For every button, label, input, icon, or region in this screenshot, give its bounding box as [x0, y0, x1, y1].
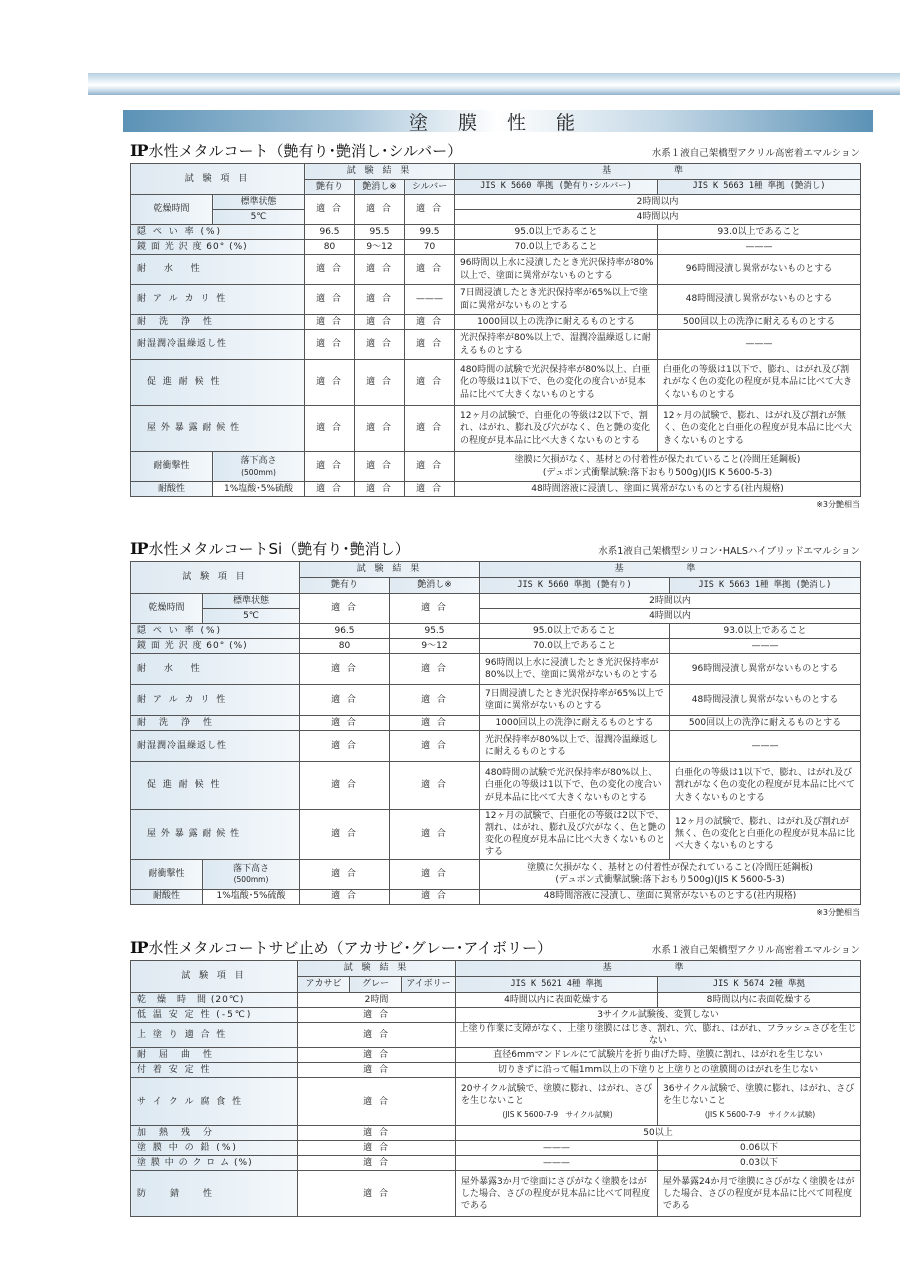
result-cell: 適 合 — [305, 452, 355, 482]
footnote: ※3分艶相当 — [816, 500, 860, 509]
header-silver: シルバー — [405, 180, 455, 195]
standard-cell: 4時間以内に表面乾燥する — [456, 993, 658, 1008]
result-cell: 適 合 — [405, 406, 455, 452]
row-label: 付 着 安 定 性 — [131, 1063, 298, 1078]
result-cell: 適 合 — [405, 315, 455, 330]
row-sublabel: 標準状態 — [213, 195, 305, 210]
standard-cell: 70.0以上であること — [480, 639, 670, 654]
result-cell: 適 合 — [390, 716, 480, 731]
row-label: 加 熱 残 分 — [131, 1126, 298, 1141]
standard-cell: 白亜化の等級は1以下で、膨れ、はがれ及び割れがなく色の変化の程度が見本品に比べて大きくないものとする — [658, 360, 861, 406]
section-subtitle: 水系１液自己架橋型アクリル高密着エマルション — [651, 148, 860, 159]
result-cell: 適 合 — [405, 482, 455, 497]
result-cell: 適 合 — [355, 285, 405, 315]
section-title: IP水性メタルコート（艶有り･艶消し･シルバー） — [130, 141, 463, 160]
result-cell: 適 合 — [300, 654, 390, 685]
ip-logo: IP — [130, 539, 148, 558]
header-gloss: 艶有り — [300, 578, 390, 594]
result-cell: 80 — [305, 240, 355, 255]
header-matte: 艶消し※ — [355, 180, 405, 195]
result-cell: 適 合 — [390, 810, 480, 860]
standard-line: (デュポン式衝撃試験:落下おもり500g)(JIS K 5600-5-3) — [542, 467, 773, 478]
header-standard: 基 準 — [456, 961, 861, 977]
standard-cell: ——— — [670, 639, 861, 654]
standard-cell: 500回以上の洗浄に耐えるものとする — [670, 716, 861, 731]
drop-height-label: 落下高さ — [232, 863, 269, 874]
header-standard: 基 準 — [480, 562, 861, 578]
result-cell: 96.5 — [305, 225, 355, 240]
row-label: 耐酸性 — [131, 482, 213, 497]
header-jis-5663: JIS K 5663 1種 準拠 (艶消し) — [670, 578, 861, 594]
standard-cell: 12ヶ月の試験で、白亜化の等級は2以下で、割れ、はがれ、膨れ及び穴がなく、色と艶の変化の程度が見本品に比べ大きくないものとする — [480, 810, 670, 860]
header-jis-5660: JIS K 5660 準拠 (艶有り) — [480, 578, 670, 594]
row-label: 耐湿潤冷温繰返し性 — [131, 731, 300, 762]
result-cell: 99.5 — [405, 225, 455, 240]
section-metal-coat — [130, 141, 860, 510]
result-cell: 95.5 — [390, 624, 480, 639]
row-label: 上 塗 り 適 合 性 — [131, 1023, 298, 1048]
standard-reference: (JIS K 5600-7-9 サイクル試験) — [502, 1110, 613, 1120]
result-cell: 適 合 — [300, 685, 390, 716]
row-label: 乾燥時間 — [131, 195, 213, 225]
result-cell: 適 合 — [390, 594, 480, 624]
row-sublabel — [203, 859, 300, 889]
standard-line: (デュポン式衝撃試験:落下おもり500g)(JIS K 5600-5-3) — [555, 875, 785, 886]
standard-cell: 4時間以内 — [455, 210, 861, 225]
result-cell: 適 合 — [300, 716, 390, 731]
result-cell: 適 合 — [355, 482, 405, 497]
result-cell: 適 合 — [405, 195, 455, 225]
section-subtitle: 水系１液自己架橋型アクリル高密着エマルション — [651, 945, 860, 956]
row-sublabel: 1%塩酸･5%硫酸 — [203, 889, 300, 904]
standard-cell — [480, 859, 861, 889]
standard-cell — [456, 1078, 658, 1126]
row-label: 耐衝撃性 — [131, 859, 203, 889]
standard-line: 36サイクル試験で、塗膜に膨れ、はがれ、さびを生じないこと — [663, 1084, 855, 1107]
standard-cell: 50以上 — [456, 1126, 861, 1141]
decorative-top-band — [88, 73, 900, 95]
row-label: 屋 外 暴 露 耐 候 性 — [131, 406, 305, 452]
result-cell: 適 合 — [305, 482, 355, 497]
standard-cell: 光沢保持率が80%以上で、湿潤冷温繰返しに耐えるものとする — [455, 330, 658, 360]
result-cell: 9〜12 — [390, 639, 480, 654]
row-label: 隠 ぺ い 率 (%) — [131, 624, 300, 639]
standard-cell: 12ヶ月の試験で、膨れ、はがれ及び割れが無く、色の変化と白亜化の程度が見本品に比べ大きくないものとする — [670, 810, 861, 860]
row-label: 耐 水 性 — [131, 255, 305, 285]
performance-table — [130, 960, 861, 1217]
result-cell: 適 合 — [390, 731, 480, 762]
header-result: 試 験 結 果 — [298, 961, 456, 977]
section-subtitle: 水系1液自己架橋型シリコン･HALSハイブリッドエマルション — [598, 546, 860, 557]
section-title: IP水性メタルコートSi（艶有り･艶消し） — [130, 539, 410, 558]
standard-cell: 96時間以上水に浸漬したとき光沢保持率が80%以上で、塗面に異常がないものとする — [480, 654, 670, 685]
drop-height-value: (500mm) — [241, 467, 276, 477]
row-label: 耐 屈 曲 性 — [131, 1048, 298, 1063]
row-label: 促 進 耐 候 性 — [131, 360, 305, 406]
result-cell: 適 合 — [390, 685, 480, 716]
result-cell: ——— — [405, 285, 455, 315]
header-red-rust: アカサビ — [298, 977, 350, 993]
row-label: 鏡 面 光 沢 度 60° (%) — [131, 240, 305, 255]
row-label: 防 錆 性 — [131, 1171, 298, 1217]
result-cell: 適 合 — [305, 360, 355, 406]
standard-cell: 93.0以上であること — [658, 225, 861, 240]
footnote: ※3分艶相当 — [816, 907, 860, 917]
section-metal-coat-rust-primer — [130, 938, 860, 1217]
standard-cell: 1000回以上の洗浄に耐えるものとする — [480, 716, 670, 731]
row-label: 乾 燥 時 間 (20℃) — [131, 993, 298, 1008]
standard-line: 塗膜に欠損がなく、基材との付着性が保たれていること(冷間圧延鋼板) — [527, 862, 813, 873]
standard-cell: 上塗り作業に支障がなく、上塗り塗膜にはじき、割れ、穴、膨れ、はがれ、フラッシュさびを生じない — [456, 1023, 861, 1048]
standard-cell: 4時間以内 — [480, 609, 861, 624]
result-cell: 適 合 — [298, 1023, 456, 1048]
performance-table — [130, 163, 861, 497]
result-cell: 2時間 — [298, 993, 456, 1008]
result-cell: 適 合 — [390, 762, 480, 810]
result-cell: 適 合 — [405, 330, 455, 360]
result-cell: 適 合 — [300, 731, 390, 762]
standard-cell: 光沢保持率が80%以上で、湿潤冷温繰返しに耐えるものとする — [480, 731, 670, 762]
standard-cell: ——— — [456, 1141, 658, 1156]
result-cell: 適 合 — [355, 360, 405, 406]
result-cell: 70 — [405, 240, 455, 255]
result-cell: 適 合 — [355, 406, 405, 452]
row-label: 乾燥時間 — [131, 594, 203, 624]
result-cell: 適 合 — [405, 452, 455, 482]
result-cell: 9〜12 — [355, 240, 405, 255]
result-cell: 適 合 — [390, 654, 480, 685]
standard-cell: 96時間浸漬し異常がないものとする — [670, 654, 861, 685]
row-label: 塗 膜 中 の ク ロ ム (%) — [131, 1156, 298, 1171]
standard-reference: (JIS K 5600-7-9 サイクル試験) — [704, 1110, 816, 1120]
ip-logo: IP — [130, 938, 148, 957]
result-cell: 適 合 — [298, 1171, 456, 1217]
row-sublabel: 1%塩酸･5%硫酸 — [213, 482, 305, 497]
result-cell: 適 合 — [355, 255, 405, 285]
standard-cell — [455, 452, 861, 482]
result-cell: 適 合 — [305, 285, 355, 315]
result-cell: 適 合 — [298, 1126, 456, 1141]
header-jis-5663: JIS K 5663 1種 準拠 (艶消し) — [658, 180, 861, 195]
result-cell: 適 合 — [298, 1008, 456, 1023]
result-cell: 適 合 — [300, 859, 390, 889]
standard-cell: 0.06以下 — [658, 1141, 861, 1156]
standard-cell: 7日間浸漬したとき光沢保持率が65%以上で塗面に異常がないものとする — [480, 685, 670, 716]
drop-height-value: (500mm) — [233, 875, 269, 885]
result-cell: 適 合 — [305, 315, 355, 330]
header-ivory: アイボリー — [402, 977, 456, 993]
header-matte: 艶消し※ — [390, 578, 480, 594]
row-label: 低 温 安 定 性 (-5℃) — [131, 1008, 298, 1023]
result-cell: 適 合 — [298, 1156, 456, 1171]
standard-cell: 93.0以上であること — [670, 624, 861, 639]
standard-cell: 480時間の試験で光沢保持率が80%以上、白亜化の等級は1以下で、色の変化の度合いが見本品に比べて大きくないものとする — [480, 762, 670, 810]
result-cell: 適 合 — [390, 859, 480, 889]
standard-cell: 3サイクル試験後、変質しない — [456, 1008, 861, 1023]
standard-cell: 0.03以下 — [658, 1156, 861, 1171]
result-cell: 適 合 — [298, 1078, 456, 1126]
standard-cell: 48時間浸漬し異常がないものとする — [658, 285, 861, 315]
row-label: 促 進 耐 候 性 — [131, 762, 300, 810]
standard-cell: 48時間溶液に浸漬し、塗面に異常がないものとする(社内規格) — [480, 889, 861, 904]
row-label: 耐 ア ル カ リ 性 — [131, 285, 305, 315]
header-test-item: 試 験 項 目 — [131, 164, 305, 195]
result-cell: 適 合 — [298, 1063, 456, 1078]
result-cell: 適 合 — [355, 315, 405, 330]
standard-cell: ——— — [658, 240, 861, 255]
row-label: 耐 洗 浄 性 — [131, 315, 305, 330]
standard-cell: ——— — [456, 1156, 658, 1171]
standard-cell: 95.0以上であること — [455, 225, 658, 240]
section-title: IP水性メタルコートサビ止め（アカサビ･グレー･アイボリー） — [130, 938, 553, 957]
result-cell: 適 合 — [390, 889, 480, 904]
standard-cell: 1000回以上の洗浄に耐えるものとする — [455, 315, 658, 330]
row-label: 鏡 面 光 沢 度 60° (%) — [131, 639, 300, 654]
result-cell: 適 合 — [355, 195, 405, 225]
result-cell: 適 合 — [405, 360, 455, 406]
row-sublabel: 5℃ — [203, 609, 300, 624]
result-cell: 96.5 — [300, 624, 390, 639]
standard-cell: 2時間以内 — [455, 195, 861, 210]
standard-cell: 屋外暴露3か月で塗面にさびがなく塗膜をはがした場合、さびの程度が見本品に比べて同程度である — [456, 1171, 658, 1217]
standard-cell: 切りきずに沿って幅1mm以上の下塗りと上塗りとの塗膜間のはがれを生じない — [456, 1063, 861, 1078]
standard-cell: 70.0以上であること — [455, 240, 658, 255]
header-result: 試 験 結 果 — [305, 164, 455, 180]
standard-line: 塗膜に欠損がなく、基材との付着性が保たれていること(冷間圧延鋼板) — [514, 455, 801, 466]
standard-cell — [658, 1078, 861, 1126]
row-label: 耐 水 性 — [131, 654, 300, 685]
standard-cell: 12ヶ月の試験で、膨れ、はがれ及び割れが無く、色の変化と白亜化の程度が見本品に比べ大きくないものとする — [658, 406, 861, 452]
result-cell: 適 合 — [300, 594, 390, 624]
ip-logo: IP — [130, 141, 148, 160]
result-cell: 適 合 — [300, 889, 390, 904]
performance-table — [130, 561, 861, 905]
drop-height-label: 落下高さ — [240, 456, 277, 467]
header-jis-5660: JIS K 5660 準拠 (艶有り･シルバー) — [455, 180, 658, 195]
standard-cell: 屋外暴露24か月で塗膜にさびがなく塗膜をはがした場合、さびの程度が見本品に比べて同程度である — [658, 1171, 861, 1217]
standard-cell: 48時間溶液に浸漬し、塗面に異常がないものとする(社内規格) — [455, 482, 861, 497]
result-cell: 適 合 — [305, 255, 355, 285]
standard-cell: 96時間以上水に浸漬したとき光沢保持率が80%以上で、塗面に異常がないものとする — [455, 255, 658, 285]
header-gloss: 艶有り — [305, 180, 355, 195]
page-title: 塗 膜 性 能 — [408, 111, 588, 134]
standard-cell: 白亜化の等級は1以下で、膨れ、はがれ及び割れがなく色の変化の程度が見本品に比べて大きくないものとする — [670, 762, 861, 810]
row-label: 耐衝撃性 — [131, 452, 213, 482]
result-cell: 適 合 — [300, 810, 390, 860]
result-cell: 適 合 — [305, 406, 355, 452]
row-label: 耐 洗 浄 性 — [131, 716, 300, 731]
result-cell: 適 合 — [355, 452, 405, 482]
row-label: 耐湿潤冷温繰返し性 — [131, 330, 305, 360]
row-label: 耐酸性 — [131, 889, 203, 904]
result-cell: 適 合 — [305, 195, 355, 225]
header-gray: グレー — [350, 977, 402, 993]
result-cell: 適 合 — [298, 1141, 456, 1156]
row-label: 耐 ア ル カ リ 性 — [131, 685, 300, 716]
row-sublabel: 標準状態 — [203, 594, 300, 609]
header-jis-5674: JIS K 5674 2種 準拠 — [658, 977, 861, 993]
result-cell: 適 合 — [305, 330, 355, 360]
header-test-item: 試 験 項 目 — [131, 961, 298, 993]
standard-cell: 2時間以内 — [480, 594, 861, 609]
standard-cell: 95.0以上であること — [480, 624, 670, 639]
page-title-bar — [123, 110, 873, 132]
header-test-item: 試 験 項 目 — [131, 562, 300, 594]
standard-cell: 96時間浸漬し異常がないものとする — [658, 255, 861, 285]
standard-cell: 500回以上の洗浄に耐えるものとする — [658, 315, 861, 330]
standard-line: 20サイクル試験で、塗膜に膨れ、はがれ、さびを生じないこと — [461, 1084, 653, 1107]
standard-cell: 12ヶ月の試験で、白亜化の等級は2以下で、割れ、はがれ、膨れ及び穴がなく、色と艶の変化の程度が見本品に比べ大きくないものとする — [455, 406, 658, 452]
result-cell: 適 合 — [298, 1048, 456, 1063]
standard-cell: 8時間以内に表面乾燥する — [658, 993, 861, 1008]
row-label: サ イ ク ル 腐 食 性 — [131, 1078, 298, 1126]
result-cell: 95.5 — [355, 225, 405, 240]
row-sublabel — [213, 452, 305, 482]
header-result: 試 験 結 果 — [300, 562, 480, 578]
result-cell: 適 合 — [355, 330, 405, 360]
row-label: 屋 外 暴 露 耐 候 性 — [131, 810, 300, 860]
result-cell: 80 — [300, 639, 390, 654]
standard-cell: 480時間の試験で光沢保持率が80%以上、白亜化の等級は1以下で、色の変化の度合いが見本品に比べて大きくないものとする — [455, 360, 658, 406]
header-standard: 基 準 — [455, 164, 861, 180]
row-label: 塗 膜 中 の 鉛 (%) — [131, 1141, 298, 1156]
standard-cell: 48時間浸漬し異常がないものとする — [670, 685, 861, 716]
result-cell: 適 合 — [300, 762, 390, 810]
row-sublabel: 5℃ — [213, 210, 305, 225]
standard-cell: ——— — [658, 330, 861, 360]
row-label: 隠 ぺ い 率 (%) — [131, 225, 305, 240]
header-jis-5621: JIS K 5621 4種 準拠 — [456, 977, 658, 993]
section-metal-coat-si — [130, 539, 860, 918]
standard-cell: ——— — [670, 731, 861, 762]
standard-cell: 直径6mmマンドレルにて試験片を折り曲げた時、塗膜に割れ、はがれを生じない — [456, 1048, 861, 1063]
result-cell: 適 合 — [405, 255, 455, 285]
standard-cell: 7日間浸漬したとき光沢保持率が65%以上で塗面に異常がないものとする — [455, 285, 658, 315]
